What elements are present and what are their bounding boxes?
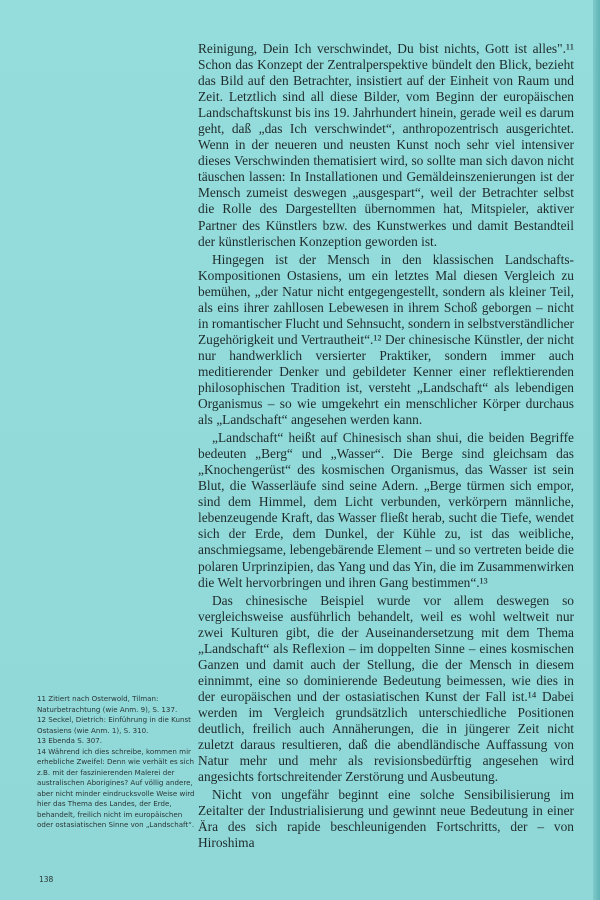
paragraph-1: Reinigung, Dein Ich verschwindet, Du bist nichts, Gott ist alles".¹¹ Schon das Konzept der Zentralperspektive bündelt den Blick, bezieht das Bild auf den Betrachter, insistiert auf der Einheit von Raum und Zeit. Letztlich sind all diese Bilder, vom Beginn der europäischen Landschaftskunst bis ins 19. Jahrhundert hinein, gerade weil es darum geht, daß „das Ich verschwindet“, anthropozentrisch ausgerichtet. Wenn in der neueren und neusten Kunst noch sehr viel intensiver dieses Verschwinden thematisiert wird, so sollte man sich davon nicht täuschen lassen: In Installationen und Gemäldeinszenierungen ist der Mensch zumeist deswegen „ausgespart“, weil der Betrachter selbst die Rolle des Dargestellten übernommen hat, Mitspieler, aktiver Partner des Künstlers bzw. des Kunstwerkes und damit Bestandteil der künstlerischen Konzeption geworden ist. <box>198 41 574 249</box>
paragraph-3: „Landschaft“ heißt auf Chinesisch shan shui, die beiden Begriffe bedeuten „Berg“ und „Wasser“. Die Berge sind gleichsam das „Knochengerüst“ des kosmischen Organismus, das Wasser ist sein Blut, die Wasserläufe sind seine Adern. „Berge türmen sich empor, sind dem Himmel, dem Licht verbunden, verkörpern männliche, lebenzeugende Kraft, das Wasser fließt herab, sucht die Tiefe, wendet sich der Erde, dem Dunkel, der Kühle zu, ist das weibliche, anschmiegsame, lebengebärende Element – und so vertreten beide die polaren Urprinzipien, das Yang und das Yin, die im Zusammenwirken die Welt hervorbringen und ihren Gang bestimmen“.¹³ <box>198 430 574 590</box>
paragraph-2: Hingegen ist der Mensch in den klassischen Landschafts-Kompositionen Ostasiens, um ein letztes Mal diesen Vergleich zu bemühen, „der Natur nicht entgegengestellt, sondern als kleiner Teil, als eins ihrer zahllosen Lebewesen in ihrem Schoß geborgen – nicht in romantischer Flucht und Sehnsucht, sondern in selbstverständlicher Zugehörigkeit und Vertrautheit“.¹² Der chinesische Künstler, der nicht nur handwerklich versierter Praktiker, sondern immer auch meditierender Denker und gebildeter Kenner einer reflektierenden philosophischen Tradition ist, versteht „Landschaft“ als lebendigen Organismus – so wie umgekehrt ein menschlicher Körper durchaus als „Landschaft“ angesehen werden kann. <box>198 251 574 428</box>
paragraph-5: Nicht von ungefähr beginnt eine solche Sensibilisierung im Zeitalter der Industrialisierung und gewinnt neue Bedeutung in einer Ära des sich rapide beschleunigenden Fortschritts, der – von Hiroshima <box>198 787 574 851</box>
page-edge-shadow <box>593 0 600 900</box>
footnote-13: 13 Ebenda S. 307. <box>37 736 103 745</box>
footnote-12: 12 Seckel, Dietrich: Einführung in die Kunst Ostasiens (wie Anm. 1), S. 310. <box>37 715 191 735</box>
footnote-14: 14 Während ich dies schreibe, kommen mir erhebliche Zweifel: Denn wie verhält es sich z.B. mit der faszinierenden Malerei der australischen Aborigines? Auf völlig andere, aber nicht minder eindrucksvolle Weise wird hier das Thema des Landes, der Erde, behandelt, freilich nicht im europäischen oder ostasiatischen Sinne von „Landschaft“. <box>37 746 195 829</box>
paragraph-4: Das chinesische Beispiel wurde vor allem deswegen so vergleichsweise ausführlich behandelt, weil es wohl weltweit nur zwei Kulturen gibt, die der Auseinandersetzung mit dem Thema „Landschaft“ als Reflexion – im doppelten Sinne – eines kosmischen Ganzen und damit auch der Stellung, die der Mensch in diesem einnimmt, eine so dominierende Bedeutung beimessen, wie dies in der europäischen und der ostasiatischen Kunst der Fall ist.¹⁴ Dabei werden im Vergleich grundsätzlich unterschiedliche Positionen deutlich, freilich auch Annäherungen, die in jüngerer Zeit nicht zuletzt daraus resultieren, daß die abendländische Auffassung von Natur mehr und mehr als revisionsbedürftig angesehen wird angesichts fortschreitender Zerstörung und Ausbeutung. <box>198 592 574 785</box>
footnotes <box>37 694 197 831</box>
page-number: 138 <box>39 875 54 884</box>
footnote-11: 11 Zitiert nach Osterwold, Tilman: Naturbetrachtung (wie Anm. 9), S. 137. <box>37 694 178 714</box>
main-text-column <box>198 41 574 851</box>
